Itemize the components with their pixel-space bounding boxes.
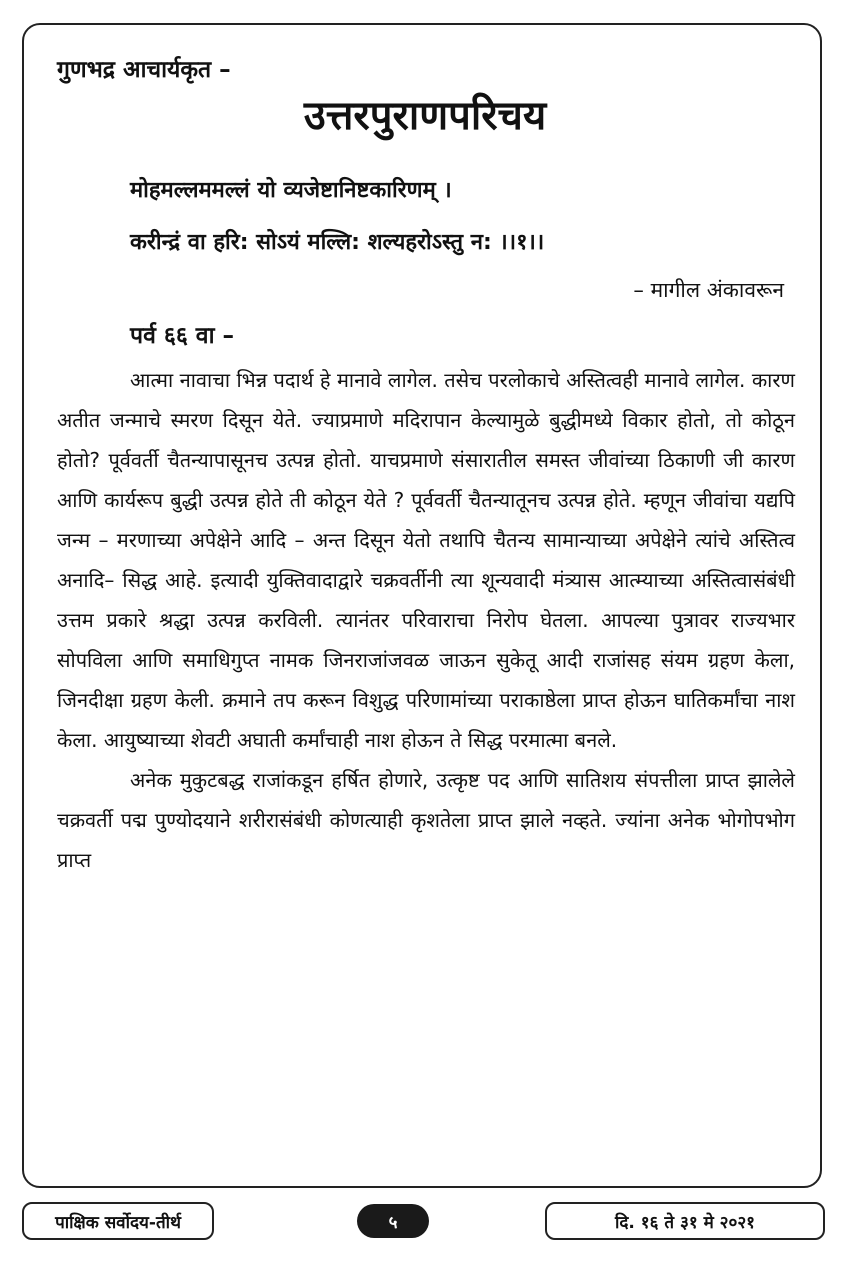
shloka-line-1: मोहमल्लममल्लं यो व्यजेष्टानिष्टकारिणम् ।	[130, 178, 452, 203]
page-number: ५	[357, 1204, 429, 1238]
page-title: उत्तरपुराणपरिचय	[303, 93, 547, 139]
article-body	[57, 360, 795, 880]
chapter-heading: पर्व ६६ वा –	[130, 323, 235, 349]
publication-name: पाक्षिक सर्वोदय-तीर्थ	[22, 1202, 214, 1240]
shloka-line-2: करीन्द्रं वा हरि: सोऽयं मल्लि: शल्यहरोऽस्तु न: ।।१।।	[130, 230, 545, 255]
series-label: गुणभद्र आचार्यकृत –	[57, 57, 231, 83]
attribution: – मागील अंकावरून	[633, 278, 784, 302]
issue-date: दि. १६ ते ३१ मे २०२१	[545, 1202, 825, 1240]
paragraph-1: आत्मा नावाचा भिन्न पदार्थ हे मानावे लागेल. तसेच परलोकाचे अस्तित्वही मानावे लागेल. कारण अतीत जन्माचे स्मरण दिसून येते. ज्याप्रमाणे मदिरापान केल्यामुळे बुद्धीमध्ये विकार होतो, तो कोठून होतो? पूर्ववर्ती चैतन्यापासूनच उत्पन्न होतो. याचप्रमाणे संसारातील समस्त जीवांच्या ठिकाणी जी कारण आणि कार्यरूप बुद्धी उत्पन्न होते ती कोठून येते ? पूर्ववर्ती चैतन्यातूनच उत्पन्न होते. म्हणून जीवांचा यद्यपि जन्म – मरणाच्या अपेक्षेने आदि – अन्त दिसून येतो तथापि चैतन्य सामान्याच्या अपेक्षेने त्यांचे अस्तित्व अनादि– सिद्ध आहे. इत्यादी युक्तिवादाद्वारे चक्रवर्तीनी त्या शून्यवादी मंत्र्यास आत्म्याच्या अस्तित्वासंबंधी उत्तम प्रकारे श्रद्धा उत्पन्न करविली. त्यानंतर परिवाराचा निरोप घेतला. आपल्या पुत्रावर राज्यभार सोपविला आणि समाधिगुप्त नामक जिनराजांजवळ जाऊन सुकेतू आदी राजांसह संयम ग्रहण केला, जिनदीक्षा ग्रहण केली. क्रमाने तप करून विशुद्ध परिणामांच्या पराकाष्ठेला प्राप्त होऊन घातिकर्मांचा नाश केला. आयुष्याच्या शेवटी अघाती कर्मांचाही नाश होऊन ते सिद्ध परमात्मा बनले.	[57, 368, 795, 752]
paragraph-2: अनेक मुकुटबद्ध राजांकडून हर्षित होणारे, उत्कृष्ट पद आणि सातिशय संपत्तीला प्राप्त झालेले चक्रवर्ती पद्म पुण्योदयाने शरीरासंबंधी कोणत्याही कृशतेला प्राप्त झाले नव्हते. ज्यांना अनेक भोगोपभोग प्राप्त	[57, 768, 795, 872]
